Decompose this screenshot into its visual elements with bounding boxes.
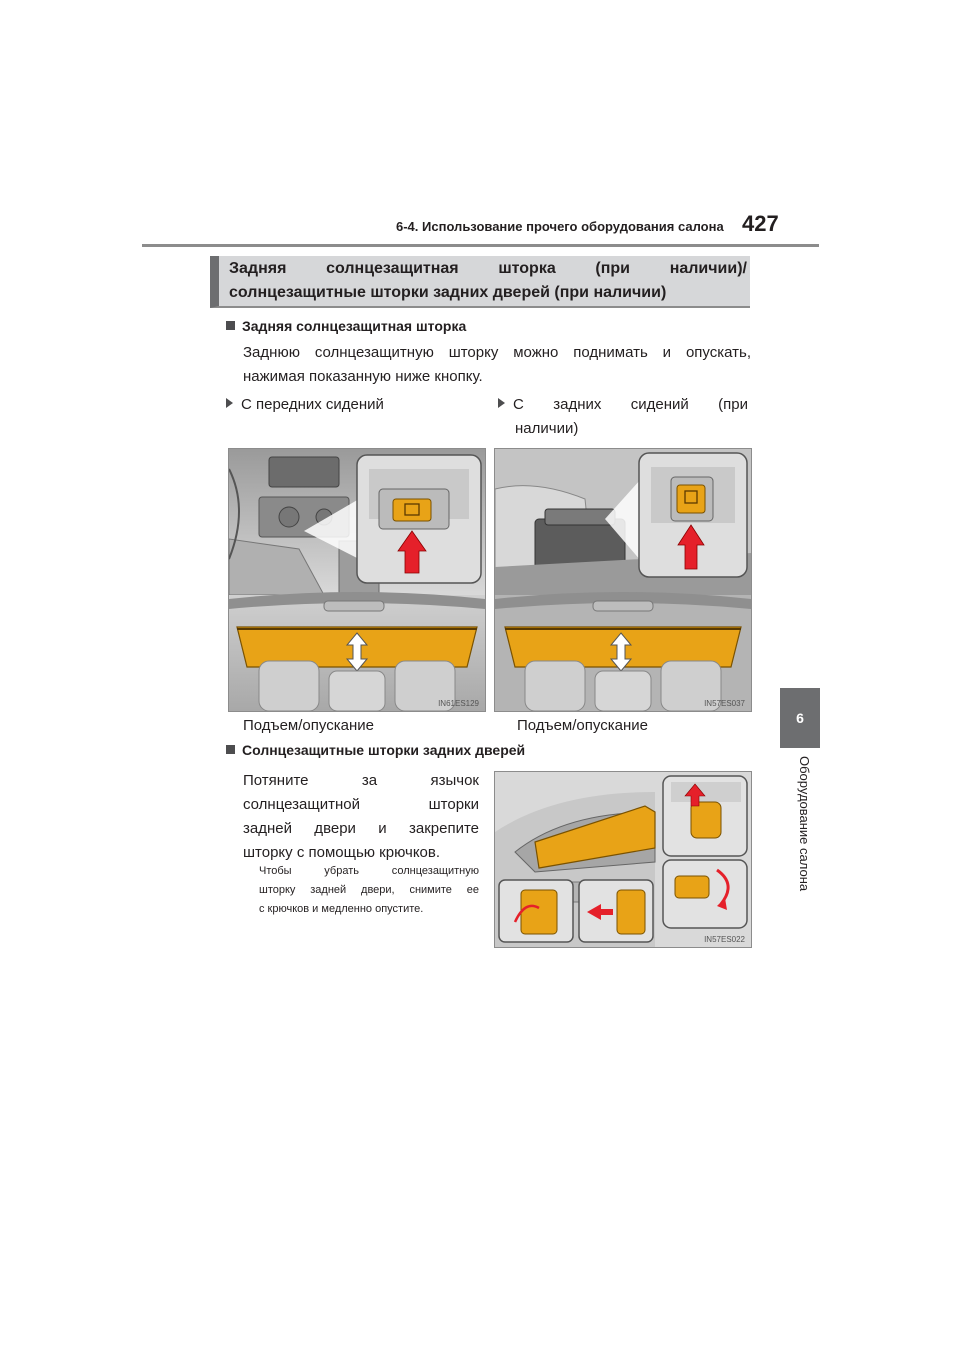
section1-body-line2: нажимая показанную ниже кнопку. [243,368,483,385]
front-seat-label: С передних сидений [226,393,384,417]
section1-heading [226,318,466,334]
illustration-code: IN57ES022 [704,935,745,944]
section2-note: Чтобы убрать солнцезащитную шторку задней двери, снимите ее с крючков и медленно опустите. [259,865,479,915]
section2-body: Потяните за язычок солнцезащитной шторки задней двери и закрепите шторку с помощью крючков. [243,772,479,861]
topic-banner [210,256,750,308]
banner-title-line1: Задняя солнцезащитная шторка (при наличии)/ [229,260,747,277]
section2-title: Солнцезащитные шторки задних дверей [242,742,526,758]
front-seat-illustration [228,448,486,712]
section2-heading [226,742,525,758]
left-caption: Подъем/опускание [243,717,374,734]
triangle-bullet-icon [226,398,233,408]
rear-seat-illustration [494,448,752,712]
illustration-code: IN57ES037 [704,699,745,708]
section-header: 6-4. Использование прочего оборудования салона [396,219,724,234]
section1-title: Задняя солнцезащитная шторка [242,318,467,334]
front-seat-drawing [229,449,485,711]
page-number: 427 [742,211,779,236]
rear-seat-label: С задних сидений (при наличии) [498,393,748,441]
header-rule [142,244,819,247]
chapter-tab-label: Оборудование салона [797,756,812,892]
section1-body-line1: Заднюю солнцезащитную шторку можно поднимать и опускать, [243,344,751,361]
rear-seat-drawing [495,449,751,711]
chapter-tab: 6 [780,688,820,748]
banner-title-line2: солнцезащитные шторки задних дверей (при наличии) [229,284,667,301]
square-bullet-icon [226,745,235,754]
illustration-code: IN61ES129 [438,699,479,708]
door-shade-illustration [494,771,752,948]
door-shade-drawing [495,772,751,947]
square-bullet-icon [226,321,235,330]
section1-body [243,341,751,389]
right-caption: Подъем/опускание [517,717,648,734]
triangle-bullet-icon [498,398,505,408]
